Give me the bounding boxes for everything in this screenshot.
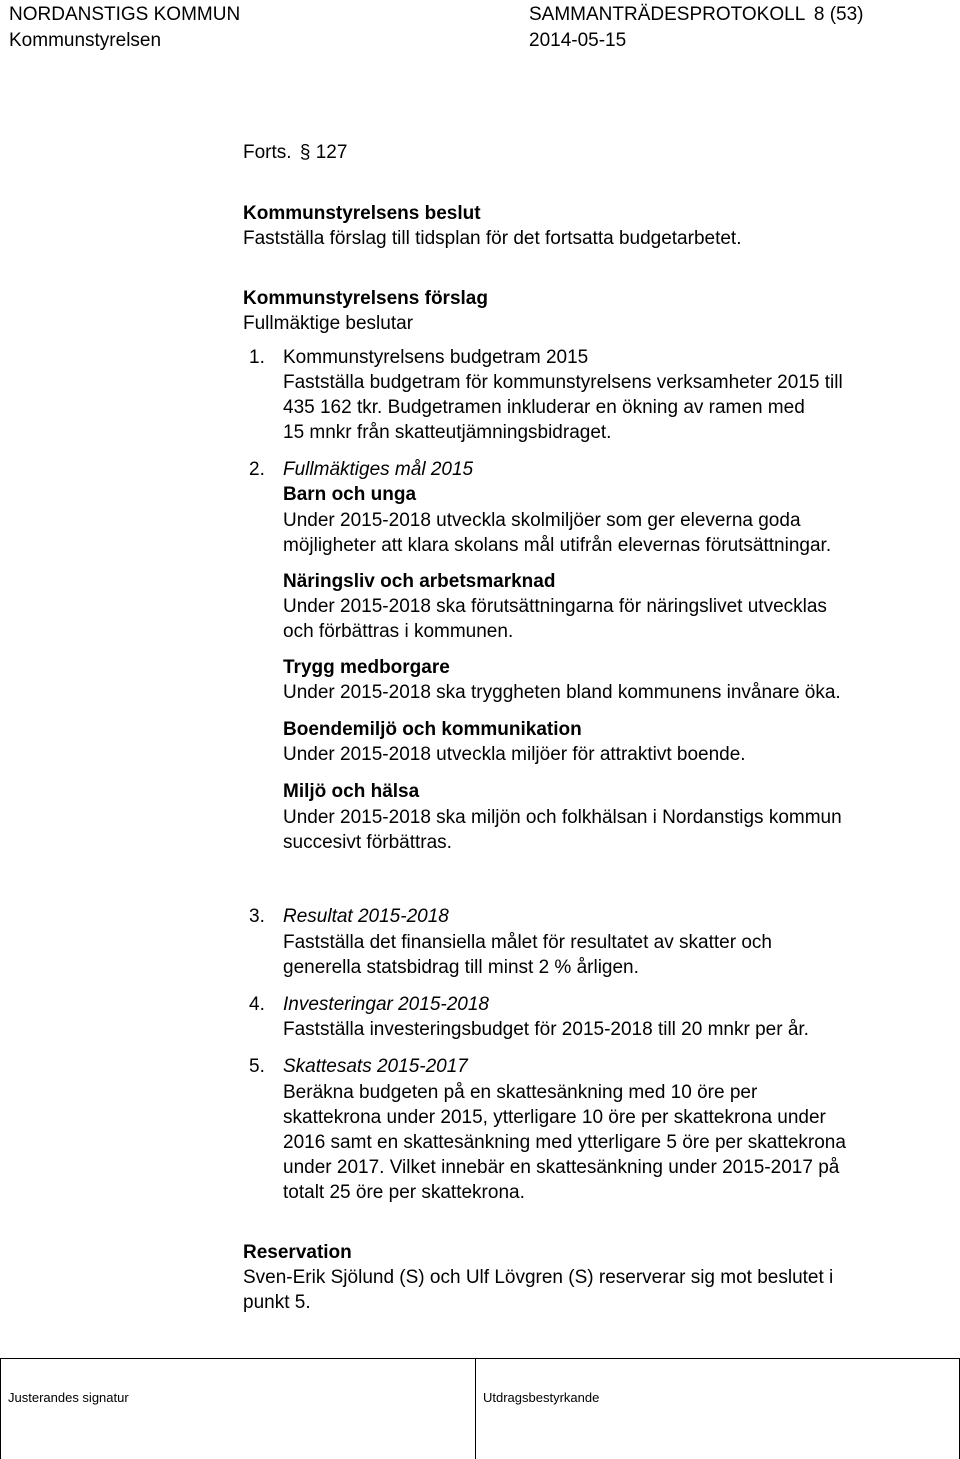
committee-name: Kommunstyrelsen (9, 30, 162, 51)
goal-line: Under 2015-2018 utveckla miljöer för attraktivt boende. (283, 744, 746, 765)
goal-heading: Trygg medborgare (283, 657, 450, 678)
footer-middle-border (475, 1358, 476, 1459)
item-2-title: Fullmäktiges mål 2015 (283, 459, 474, 480)
reservation-heading: Reservation (243, 1242, 352, 1263)
item-3-number: 3. (249, 906, 265, 927)
goal-line: och förbättras i kommunen. (283, 621, 514, 642)
goal-heading: Näringsliv och arbetsmarknad (283, 571, 556, 592)
section-number: 127 (315, 142, 348, 163)
item-1-line: 15 mnkr från skatteutjämningsbidraget. (283, 422, 612, 443)
item-5-line: skattekrona under 2015, ytterligare 10 öre per skattekrona under (283, 1107, 826, 1128)
decision-heading: Kommunstyrelsens beslut (243, 203, 481, 224)
item-3-line: generella statsbidrag till minst 2 % årligen. (283, 957, 639, 978)
item-1-title: Kommunstyrelsens budgetram 2015 (283, 347, 589, 368)
proposal-intro: Fullmäktige beslutar (243, 313, 414, 334)
item-4-title: Investeringar 2015-2018 (283, 994, 489, 1015)
goal-heading: Miljö och hälsa (283, 781, 420, 802)
continuation-label: Forts. (243, 142, 292, 163)
item-2-number: 2. (249, 459, 265, 480)
item-1-number: 1. (249, 347, 265, 368)
item-5-line: Beräkna budgeten på en skattesänkning med 10 öre per (283, 1082, 758, 1103)
section-reference (243, 140, 347, 165)
goal-heading: Barn och unga (283, 484, 417, 505)
footer-divider (0, 1358, 960, 1359)
footer-left-border (0, 1358, 1, 1459)
item-3-title: Resultat 2015-2018 (283, 906, 449, 927)
reservation-line: punkt 5. (243, 1292, 311, 1313)
goal-line: Under 2015-2018 utveckla skolmiljöer som ger eleverna goda (283, 510, 801, 531)
signature-label: Justerandes signatur (8, 1390, 129, 1405)
item-3-line: Fastställa det finansiella målet för resultatet av skatter och (283, 932, 772, 953)
excerpt-certification-label: Utdragsbestyrkande (483, 1390, 600, 1405)
page-number: 8 (53) (813, 4, 864, 25)
goal-line: succesivt förbättras. (283, 832, 452, 853)
section-symbol: § (299, 142, 311, 163)
goal-line: Under 2015-2018 ska miljön och folkhälsan i Nordanstigs kommun (283, 807, 842, 828)
proposal-heading: Kommunstyrelsens förslag (243, 288, 488, 309)
goal-heading: Boendemiljö och kommunikation (283, 719, 582, 740)
item-4-line: Fastställa investeringsbudget för 2015-2018 till 20 mnkr per år. (283, 1019, 809, 1040)
item-1-line: 435 162 tkr. Budgetramen inkluderar en ökning av ramen med (283, 397, 805, 418)
meeting-date: 2014-05-15 (529, 30, 627, 51)
item-5-line: under 2017. Vilket innebär en skattesänkning under 2015-2017 på (283, 1157, 840, 1178)
item-5-line: 2016 samt en skattesänkning med ytterligare 5 öre per skattekrona (283, 1132, 846, 1153)
protocol-label: SAMMANTRÄDESPROTOKOLL (529, 4, 805, 25)
protocol-title (529, 4, 863, 26)
reservation-line: Sven-Erik Sjölund (S) och Ulf Lövgren (S) reserverar sig mot beslutet i (243, 1267, 834, 1288)
item-1-line: Fastställa budgetram för kommunstyrelsens verksamheter 2015 till (283, 372, 843, 393)
item-5-title: Skattesats 2015-2017 (283, 1056, 468, 1077)
organization-name: NORDANSTIGS KOMMUN (9, 4, 241, 25)
goal-line: Under 2015-2018 ska förutsättningarna för näringslivet utvecklas (283, 596, 827, 617)
goal-line: Under 2015-2018 ska tryggheten bland kommunens invånare öka. (283, 682, 841, 703)
goal-line: möjligheter att klara skolans mål utifrån elevernas förutsättningar. (283, 535, 832, 556)
item-5-line: totalt 25 öre per skattekrona. (283, 1182, 525, 1203)
decision-text: Fastställa förslag till tidsplan för det fortsatta budgetarbetet. (243, 228, 742, 249)
item-5-number: 5. (249, 1056, 265, 1077)
item-4-number: 4. (249, 994, 265, 1015)
